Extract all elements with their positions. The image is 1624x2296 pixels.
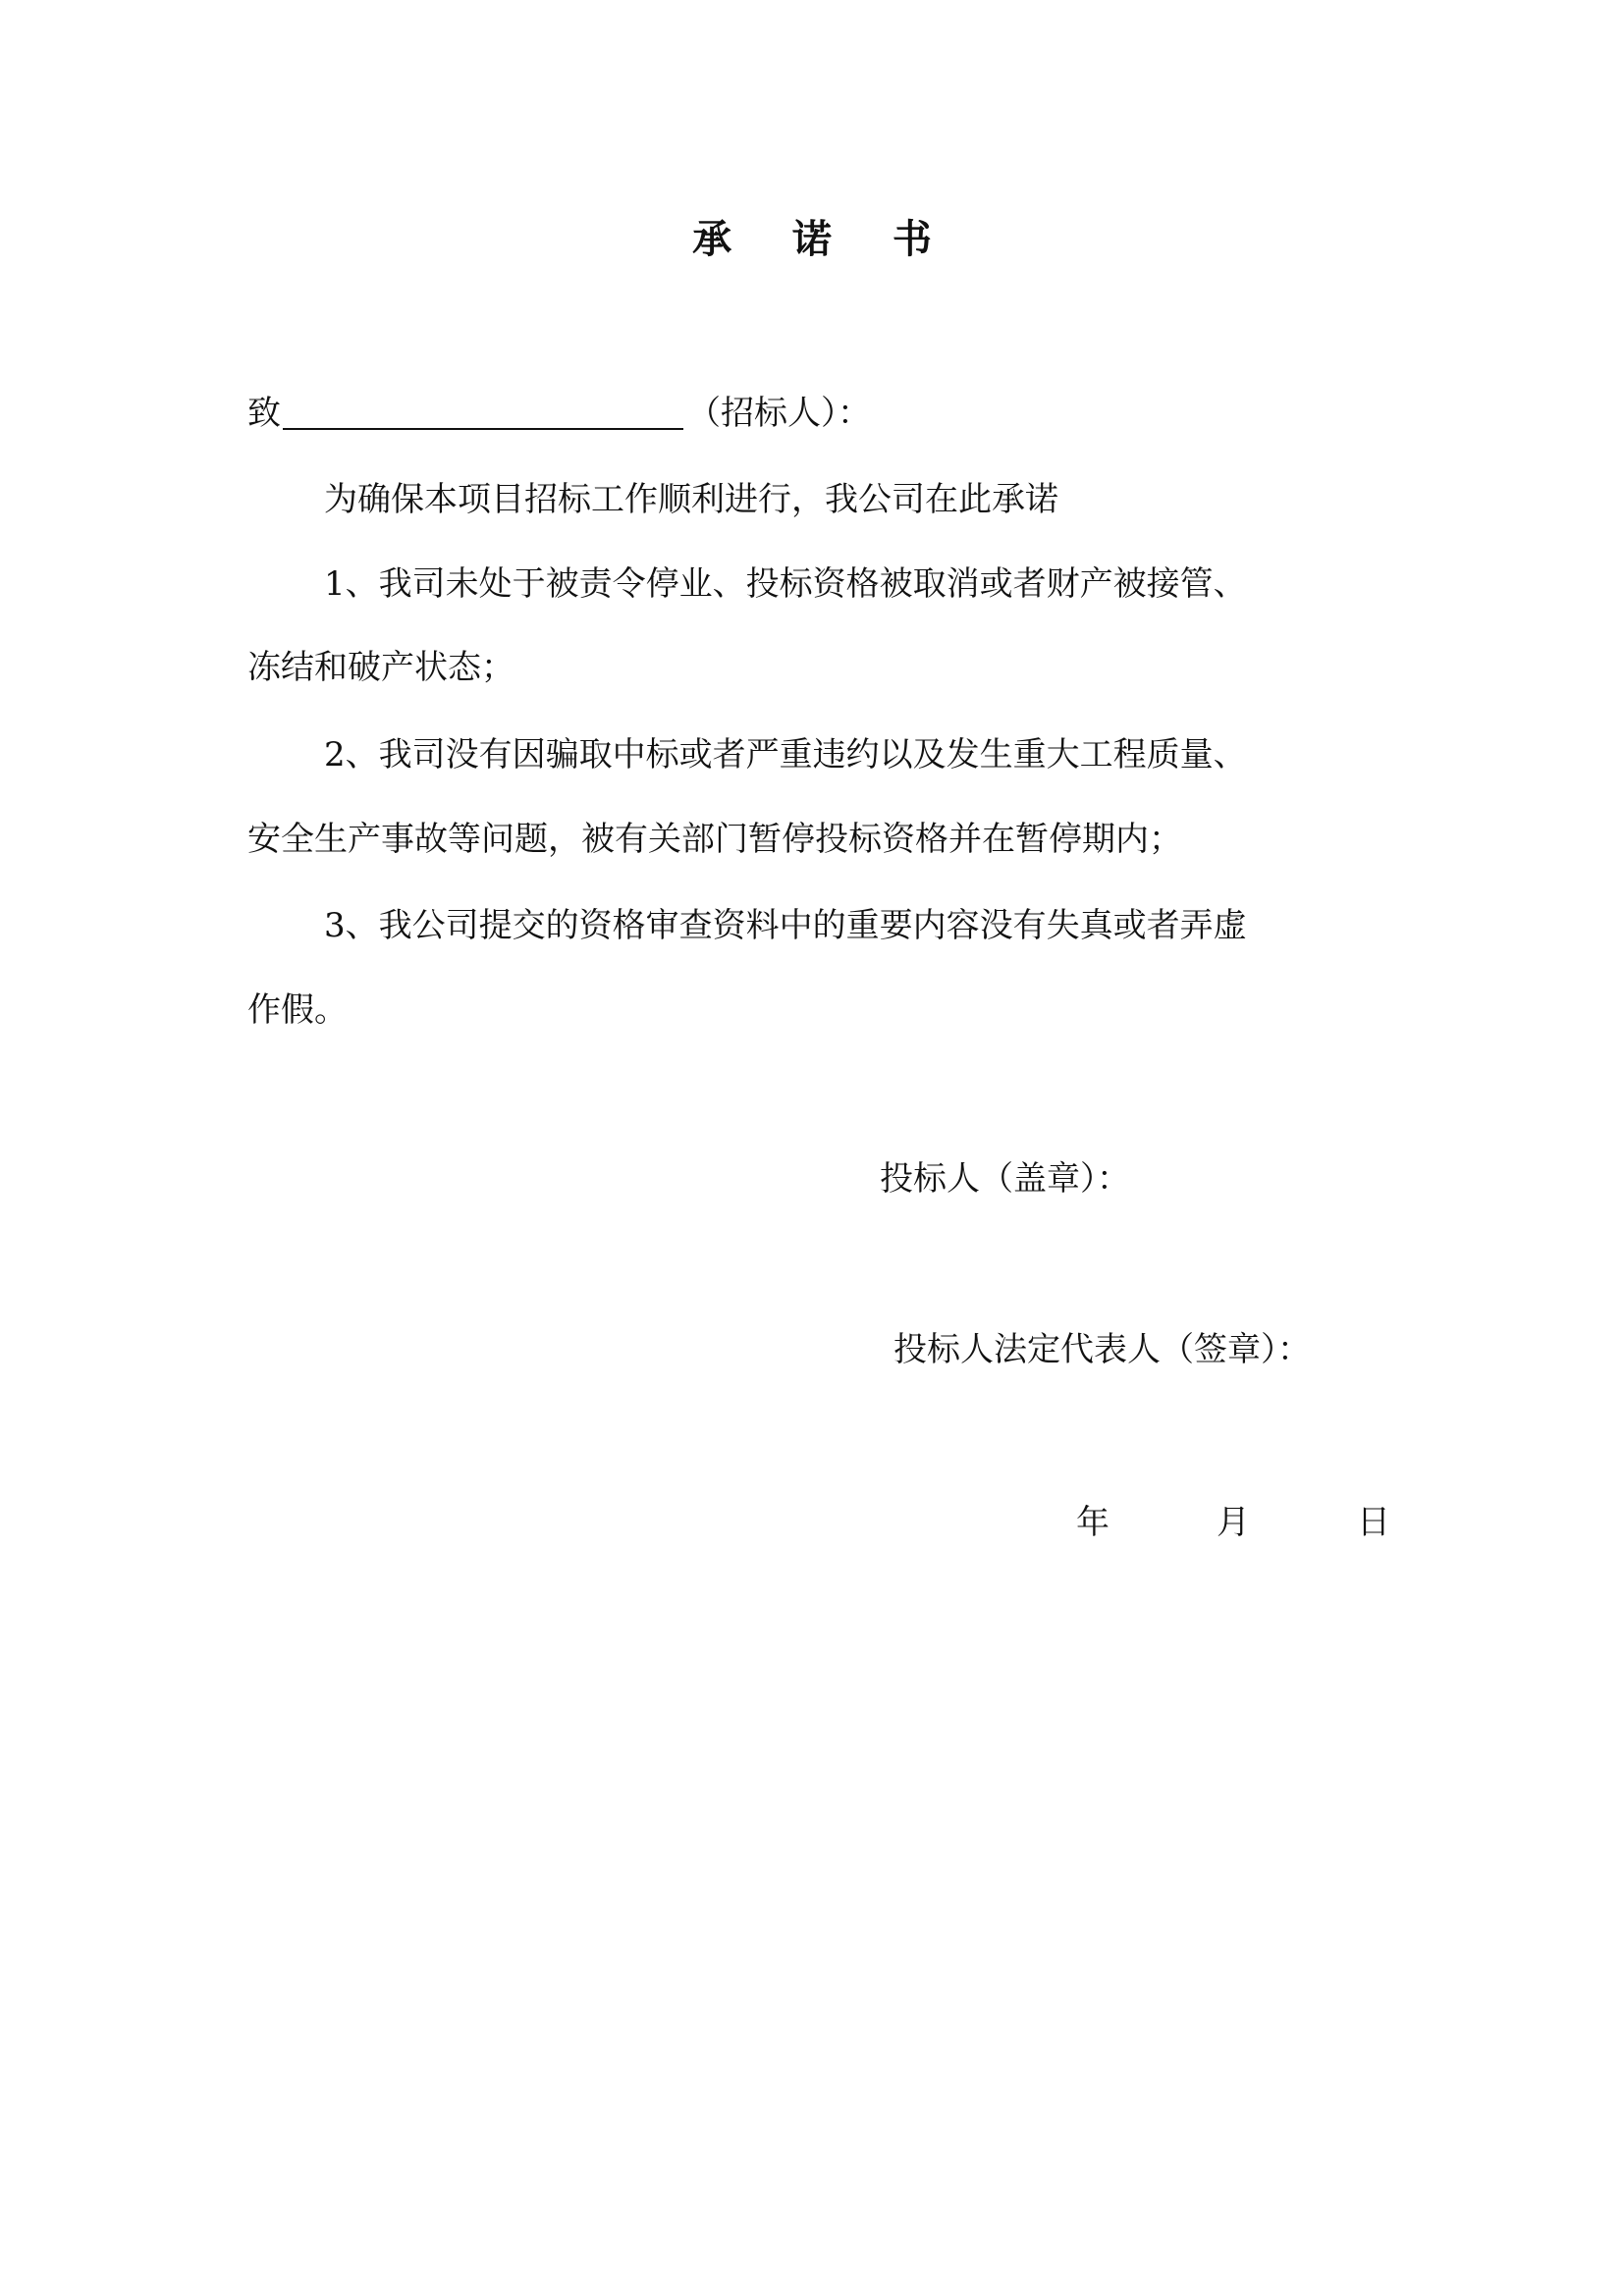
commitment-item-3-line-1: 3、我公司提交的资格审查资料中的重要内容没有失真或者弄虚 [324, 906, 1247, 945]
commitment-item-3-line-2: 作假。 [247, 990, 348, 1030]
addressee-suffix: （招标人）： [687, 394, 871, 433]
date-line [1076, 1498, 1390, 1547]
date-month-label: 月 [1217, 1503, 1250, 1542]
legal-representative-signature-label: 投标人法定代表人（签章）： [893, 1330, 1311, 1369]
addressee-blank [283, 389, 683, 430]
intro-paragraph: 为确保本项目招标工作顺利进行，我公司在此承诺 [324, 480, 1058, 519]
date-year-label: 年 [1076, 1503, 1110, 1542]
date-day-label: 日 [1357, 1503, 1390, 1542]
commitment-item-2-line-1: 2、我司没有因骗取中标或者严重违约以及发生重大工程质量、 [324, 735, 1247, 774]
addressee-prefix: 致 [247, 394, 281, 433]
bidder-seal-label: 投标人（盖章）： [880, 1159, 1130, 1199]
commitment-item-1-line-2: 冻结和破产状态； [247, 648, 514, 687]
document-title: 承 诺 书 [692, 216, 955, 262]
commitment-item-1-line-1: 1、我司未处于被责令停业、投标资格被取消或者财产被接管、 [324, 564, 1247, 604]
addressee-line [247, 389, 1386, 438]
commitment-item-2-line-2: 安全生产事故等问题，被有关部门暂停投标资格并在暂停期内； [247, 820, 1182, 859]
